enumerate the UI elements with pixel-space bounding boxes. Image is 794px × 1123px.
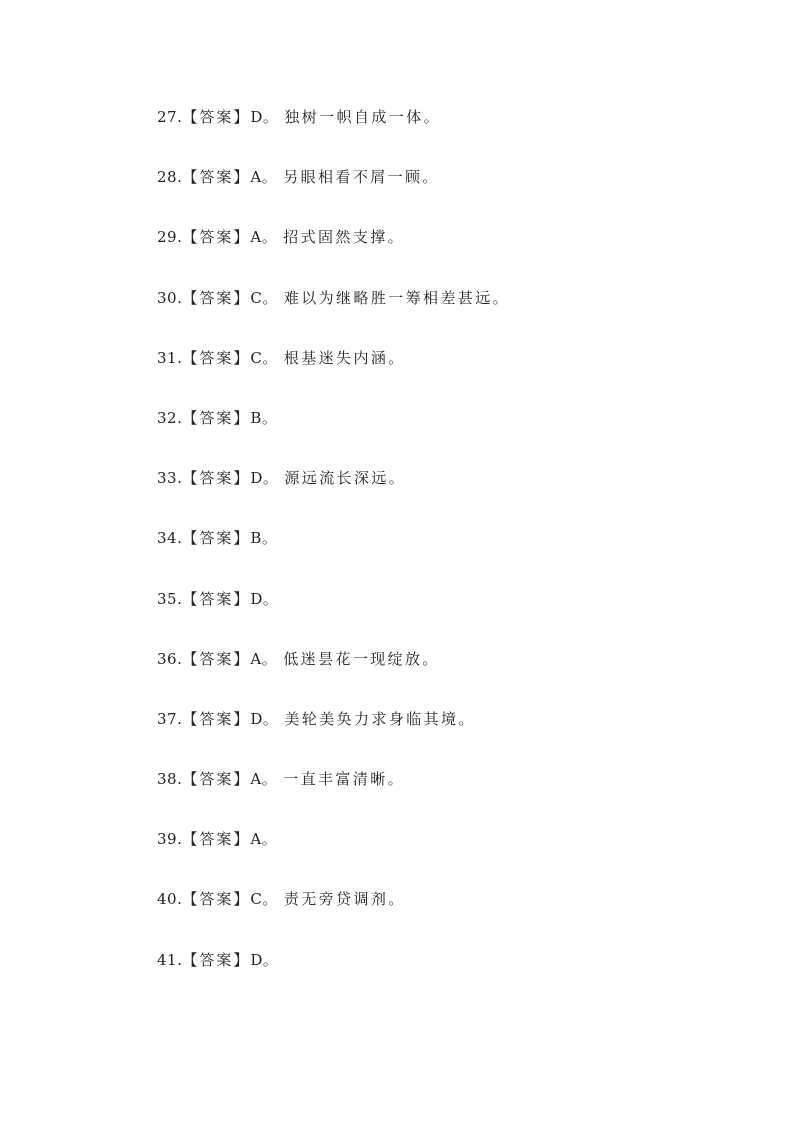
answer-words: 责无旁贷调剂。	[283, 890, 406, 909]
answer-tag: 【答案】	[182, 589, 251, 608]
answer-item-31	[157, 345, 717, 405]
answer-choice: C。	[250, 890, 278, 909]
answer-item-34	[157, 525, 717, 585]
answer-tag: 【答案】	[182, 108, 251, 126]
question-number: 40.	[157, 890, 183, 909]
answer-choice: B。	[250, 408, 278, 427]
answer-item-28	[157, 164, 717, 224]
answer-choice: D。	[250, 709, 279, 728]
answer-tag: 【答案】	[182, 168, 251, 187]
answer-tag: 【答案】	[182, 649, 251, 668]
answer-item-38	[157, 766, 717, 826]
question-number: 29.	[157, 228, 183, 247]
answer-words: 另眼相看不屑一顾。	[283, 168, 440, 187]
answer-choice: D。	[250, 108, 279, 126]
question-number: 27.	[157, 108, 183, 126]
question-number: 31.	[157, 348, 183, 367]
answer-tag: 【答案】	[182, 770, 251, 789]
question-number: 32.	[157, 408, 183, 427]
answer-choice: D。	[250, 469, 279, 488]
answer-words: 难以为继略胜一筹相差甚远。	[283, 288, 511, 307]
answer-tag: 【答案】	[182, 469, 251, 488]
answer-words: 独树一帜自成一体。	[284, 108, 442, 126]
answer-tag: 【答案】	[182, 830, 251, 849]
answer-choice: C。	[250, 348, 278, 367]
answer-list	[157, 104, 717, 1007]
answer-tag: 【答案】	[182, 709, 251, 728]
answer-item-36	[157, 646, 717, 706]
answer-choice: A。	[250, 168, 278, 187]
question-number: 30.	[157, 288, 183, 307]
answer-choice: D。	[250, 589, 279, 608]
answer-tag: 【答案】	[182, 228, 251, 247]
answer-choice: A。	[250, 228, 278, 247]
answer-words: 源远流长深远。	[284, 469, 407, 488]
answer-choice: D。	[250, 950, 279, 969]
answer-words: 低迷昙花一现绽放。	[283, 649, 440, 668]
question-number: 35.	[157, 589, 183, 608]
answer-tag: 【答案】	[182, 408, 251, 427]
answer-item-41	[157, 947, 717, 1007]
answer-tag: 【答案】	[182, 950, 251, 969]
answer-tag: 【答案】	[182, 890, 251, 909]
answer-words: 招式固然支撑。	[283, 228, 406, 247]
answer-words: 美轮美奂力求身临其境。	[284, 709, 476, 728]
answer-item-39	[157, 826, 717, 886]
question-number: 34.	[157, 529, 183, 548]
question-number: 36.	[157, 649, 183, 668]
question-number: 37.	[157, 709, 183, 728]
answer-tag: 【答案】	[182, 288, 251, 307]
answer-item-35	[157, 586, 717, 646]
question-number: 28.	[157, 168, 183, 187]
answer-choice: A。	[250, 830, 278, 849]
answer-tag: 【答案】	[182, 348, 251, 367]
answer-item-30	[157, 285, 717, 345]
answer-item-27	[157, 104, 717, 164]
answer-item-33	[157, 465, 717, 525]
question-number: 33.	[157, 469, 183, 488]
question-number: 38.	[157, 770, 183, 789]
answer-item-40	[157, 886, 717, 946]
answer-item-32	[157, 405, 717, 465]
answer-item-29	[157, 224, 717, 284]
answer-choice: A。	[250, 770, 278, 789]
answer-words: 一直丰富清晰。	[283, 770, 406, 789]
answer-words: 根基迷失内涵。	[283, 348, 406, 367]
answer-tag: 【答案】	[182, 529, 251, 548]
answer-choice: C。	[250, 288, 278, 307]
answer-choice: B。	[250, 529, 278, 548]
answer-item-37	[157, 706, 717, 766]
question-number: 41.	[157, 950, 183, 969]
answer-choice: A。	[250, 649, 278, 668]
question-number: 39.	[157, 830, 183, 849]
